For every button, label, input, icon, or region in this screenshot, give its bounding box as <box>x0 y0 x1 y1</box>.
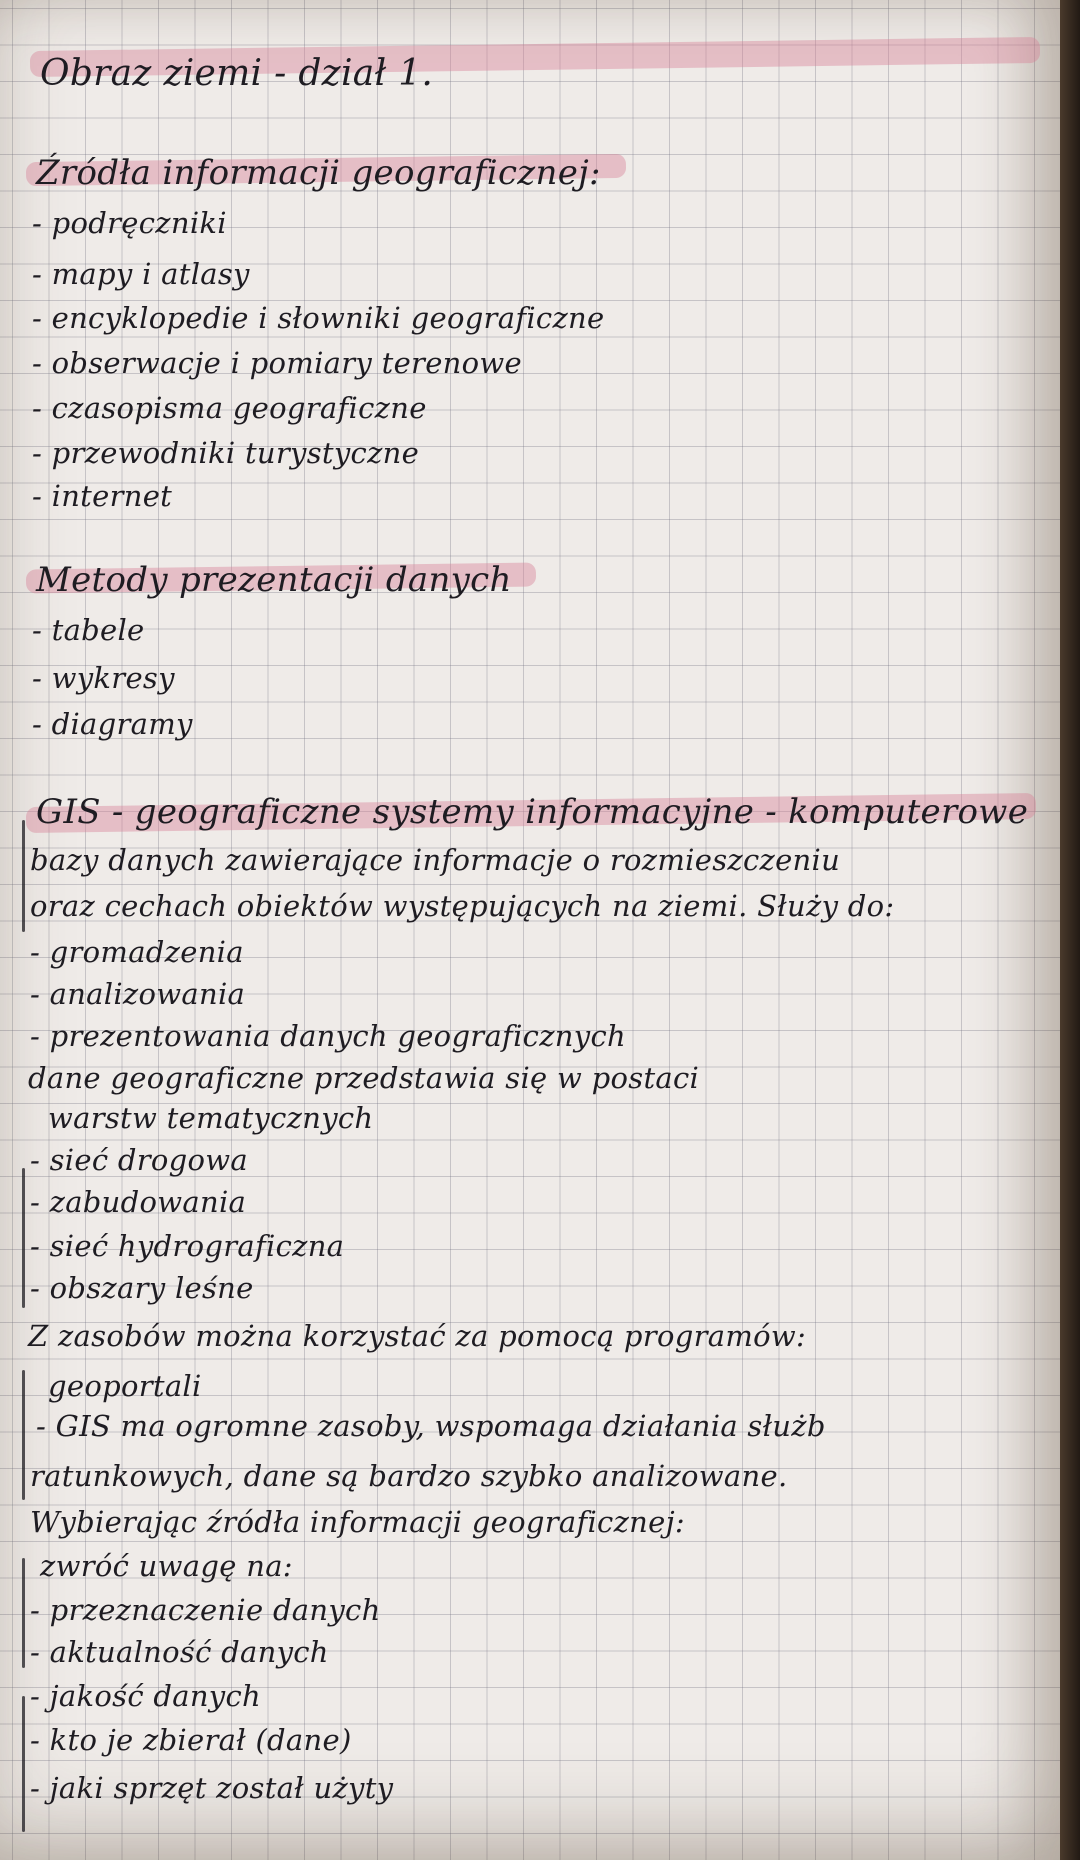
methods-heading: Metody prezentacji danych <box>36 560 512 600</box>
source-item: - internet <box>32 479 173 513</box>
margin-line <box>22 820 25 932</box>
margin-line <box>22 1696 25 1832</box>
margin-line <box>22 1558 25 1668</box>
choosing-line: zwróć uwagę na: <box>40 1549 293 1583</box>
method-item: - wykresy <box>32 661 175 695</box>
source-item: - przewodniki turystyczne <box>32 436 420 470</box>
choosing-item: - aktualność danych <box>30 1635 329 1669</box>
gis-resources-line: geoportali <box>48 1369 202 1403</box>
gis-layer-item: - zabudowania <box>30 1185 247 1219</box>
gis-definition-line: oraz cechach obiektów występujących na ziemi. Służy do: <box>30 889 895 923</box>
gis-resources-line: Z zasobów można korzystać za pomocą programów: <box>28 1319 807 1353</box>
gis-layer-item: - obszary leśne <box>30 1271 254 1305</box>
source-item: - podręczniki <box>32 206 227 240</box>
gis-layers-intro: warstw tematycznych <box>48 1101 374 1135</box>
source-item: - mapy i atlasy <box>32 257 250 291</box>
page-edge-shadow <box>1060 0 1080 1860</box>
gis-resources-line: ratunkowych, dane są bardzo szybko analizowane. <box>30 1459 788 1493</box>
source-item: - czasopisma geograficzne <box>32 391 427 425</box>
gis-layer-item: - sieć drogowa <box>30 1143 249 1177</box>
gis-layers-intro: dane geograficzne przedstawia się w postaci <box>28 1061 700 1095</box>
source-item: - encyklopedie i słowniki geograficzne <box>32 301 605 335</box>
gis-layer-item: - sieć hydrograficzna <box>30 1229 345 1263</box>
method-item: - tabele <box>32 613 145 647</box>
gis-definition-line: GIS - geograficzne systemy informacyjne - komputerowe <box>36 792 1029 832</box>
choosing-item: - jakość danych <box>30 1679 262 1713</box>
choosing-item: - przeznaczenie danych <box>30 1593 381 1627</box>
gis-use-item: - prezentowania danych geograficznych <box>30 1019 626 1053</box>
margin-line <box>22 1168 25 1308</box>
choosing-line: Wybierając źródła informacji geograficznej: <box>30 1505 685 1539</box>
source-item: - obserwacje i pomiary terenowe <box>32 346 522 380</box>
method-item: - diagramy <box>32 707 193 741</box>
gis-use-item: - gromadzenia <box>30 935 244 969</box>
choosing-item: - jaki sprzęt został użyty <box>30 1771 394 1805</box>
sources-heading: Źródła informacji geograficznej: <box>36 153 601 193</box>
gis-definition-line: bazy danych zawierające informacje o rozmieszczeniu <box>30 843 841 877</box>
page-title: Obraz ziemi - dział 1. <box>40 53 434 94</box>
choosing-item: - kto je zbierał (dane) <box>30 1723 352 1757</box>
margin-line <box>22 1370 25 1500</box>
gis-use-item: - analizowania <box>30 977 246 1011</box>
gis-resources-line: - GIS ma ogromne zasoby, wspomaga działania służb <box>36 1409 826 1443</box>
